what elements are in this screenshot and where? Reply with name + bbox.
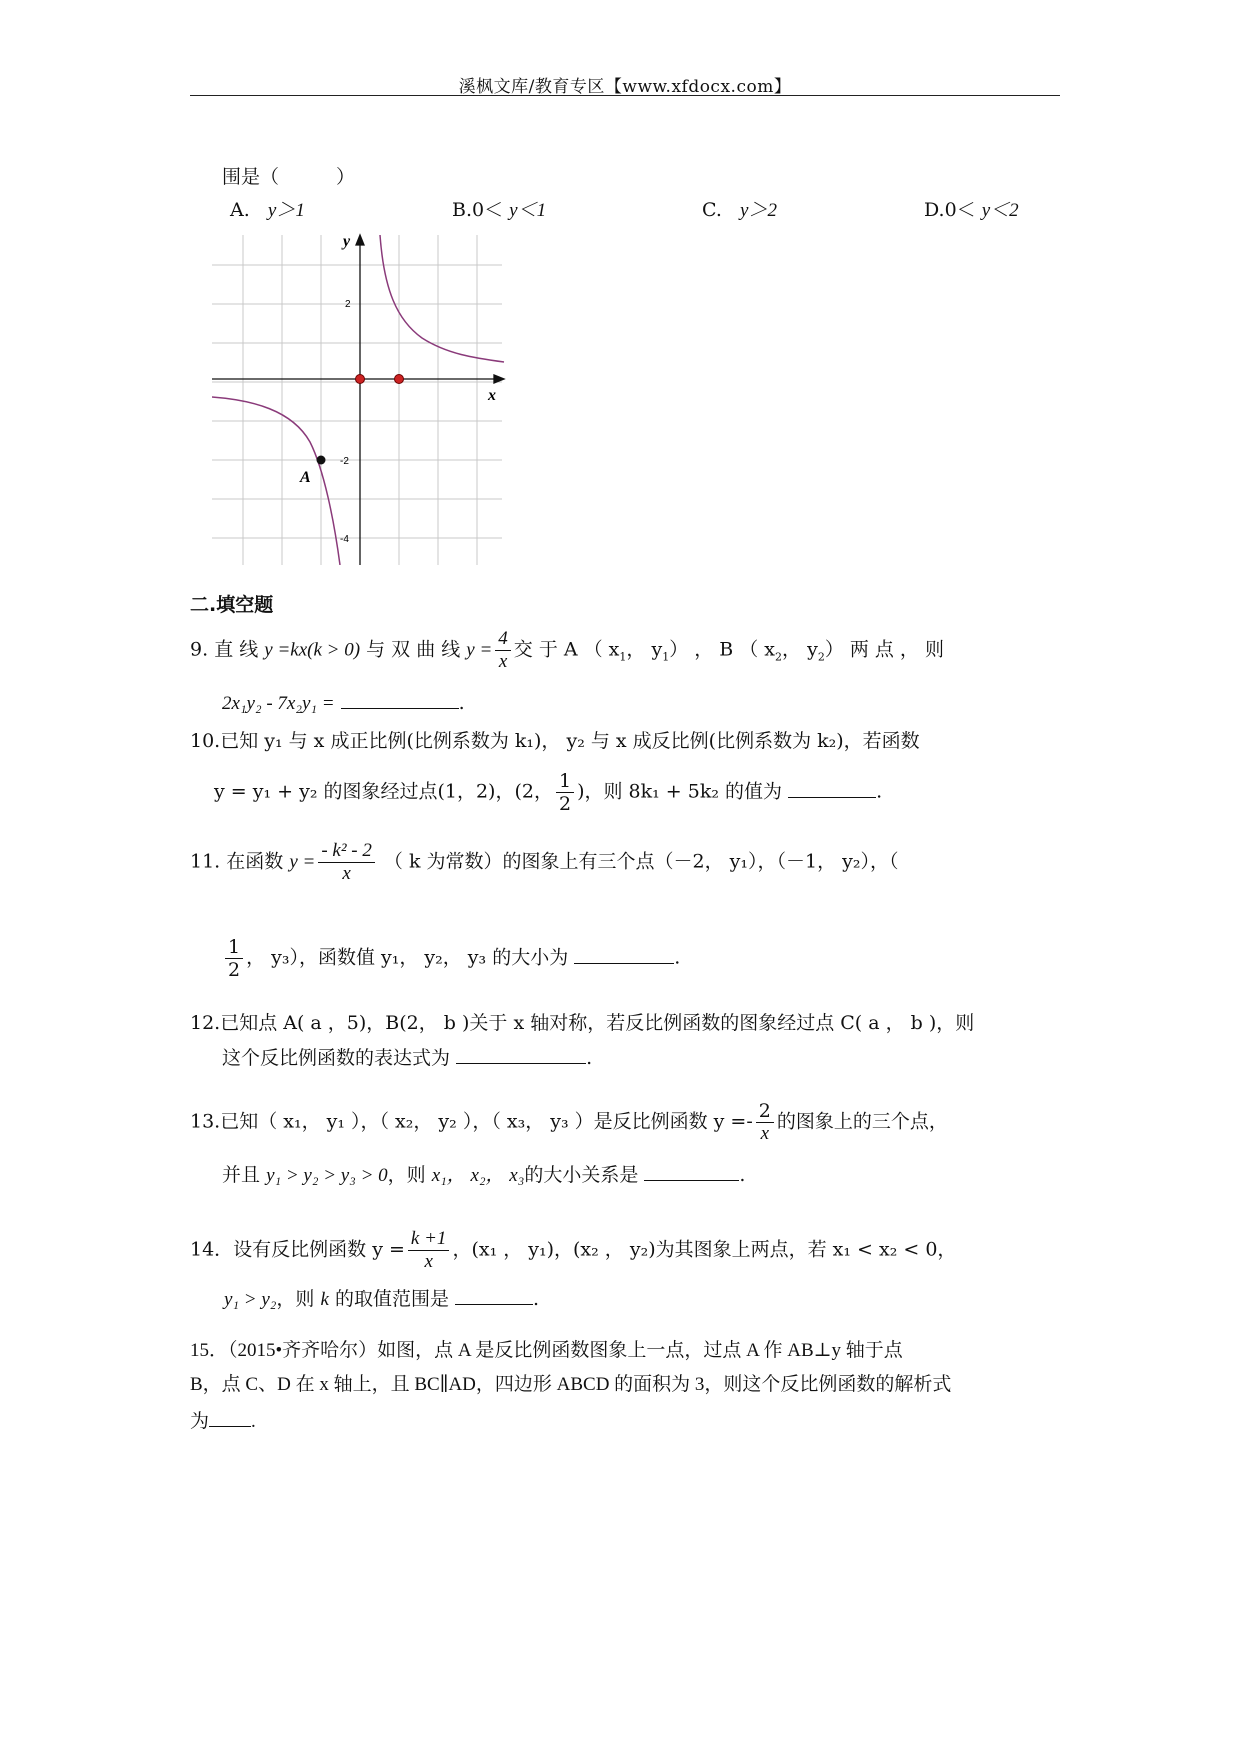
q9-line-equation: y =kx(k > 0) [264, 639, 361, 661]
q10-text-a: y = y₁ + y₂ 的图象经过点(1，2)，(2， [214, 780, 553, 803]
q15-line2: B，点 C、D 在 x 轴上，且 BC∥AD，四边形 ABCD 的面积为 3，则这个反比例函数的解析式 [190, 1374, 952, 1395]
q13-fraction-num: 2 [756, 1100, 774, 1123]
q11-fraction [318, 840, 375, 885]
q9-text-1: 直 线 [214, 638, 259, 661]
q8-option-c-expr: y＞2 [740, 200, 777, 221]
point-on-x-axis [395, 375, 404, 384]
q9-text-5: ） ， B （ x [669, 638, 776, 661]
tick-label-y-2: 2 [345, 299, 351, 310]
q11-point-fraction [225, 936, 243, 981]
q11-text-c: ， y₃），函数值 y₁， y₂， y₃ 的大小为 [246, 946, 569, 969]
q14-fraction [408, 1228, 450, 1273]
q14-fraction-num: k +1 [408, 1228, 450, 1251]
q14-text-b: ，(x₁ ， y₁)，(x₂ ， y₂)为其图象上两点，若 x₁ < x₂ < 0， [452, 1238, 957, 1261]
q13-text-c: 并且 [222, 1164, 261, 1186]
q9-hyperbola-fraction [495, 628, 511, 673]
q13-fraction [756, 1100, 774, 1145]
q13-text-a: 13.已知（ x₁， y₁ ），（ x₂， y₂ ），（ x₃， y₃ ）是反比例函数 y =- [190, 1110, 753, 1133]
q13-text-b: 的图象上的三个点， [776, 1110, 948, 1133]
q8-option-d [924, 195, 1019, 222]
q11-fraction-den: x [342, 863, 351, 884]
graph-axes [212, 235, 504, 565]
q13-text-d: ，则 [387, 1164, 426, 1186]
hyperbola-graph [212, 230, 507, 565]
section-title: 二.填空题 [190, 594, 274, 616]
q8-option-b-expr: y＜1 [509, 200, 547, 221]
header-divider [190, 95, 1060, 96]
q13-text-e: 的大小关系是 [524, 1164, 639, 1186]
q9-expression: 2x₁y₂ - 7x₂y₁ = [222, 693, 335, 714]
q8-option-a-expr: y＞1 [267, 200, 305, 221]
q12-text: 这个反比例函数的表达式为 [222, 1047, 451, 1069]
q8-option-a-label: A. [230, 199, 250, 221]
q8-option-b-label: B.0＜ [452, 199, 504, 221]
q10-fraction [556, 770, 574, 815]
q10-line1: 10.已知 y₁ 与 x 成正比例(比例系数为 k₁)， y₂ 与 x 成反比例(比例系数为 k₂)，若函数 [190, 730, 920, 752]
q9-text-3: 交 于 A （ x [513, 638, 620, 661]
point-origin [356, 375, 365, 384]
q14-fraction-den: x [424, 1251, 433, 1272]
q13-variables: x₁， x₂， x₃ [431, 1165, 525, 1186]
q10-fraction-num: 1 [556, 770, 574, 793]
q12-line1: 12.已知点 A( a ，5)，B(2， b )关于 x 轴对称，若反比例函数的图象经过点 C( a ， b )，则 [190, 1012, 975, 1034]
q9-hyperbola-lhs: y = [466, 639, 493, 661]
q9-answer-blank[interactable] [341, 688, 459, 709]
q14-text-d: 的取值范围是 [334, 1288, 449, 1310]
y-axis-label: y [343, 233, 351, 250]
q11-fraction-num: - k² - 2 [318, 840, 375, 863]
point-a-label: A [300, 469, 311, 486]
q11-point-fraction-den: 2 [228, 959, 241, 981]
q11-text-a: 11. 在函数 [190, 850, 284, 873]
q14-line2: y₁ > y₂，则 k 的取值范围是 . [224, 1284, 539, 1313]
q14-text-c: ，则 [276, 1288, 315, 1310]
graph-grid [212, 235, 502, 565]
q9-number: 9. [190, 638, 209, 661]
q15-line1: 15．（2015•齐齐哈尔）如图，点 A 是反比例函数图象上一点，过点 A 作 AB⊥y 轴于点 [190, 1340, 903, 1361]
q14-variable-k: k [320, 1289, 329, 1310]
q13-fraction-den: x [760, 1123, 770, 1144]
q8-option-d-expr: y＜2 [981, 200, 1019, 221]
q8-stem-tail: 围是（ ） [222, 166, 356, 188]
q12-line2: 这个反比例函数的表达式为 . [222, 1043, 592, 1071]
q11-point-fraction-num: 1 [225, 936, 243, 959]
q9-text-6: ， y [782, 638, 818, 661]
q8-option-c-label: C. [702, 199, 722, 221]
q10-fraction-den: 2 [558, 793, 572, 815]
q15-text: 为 [190, 1411, 210, 1432]
q12-answer-blank[interactable] [456, 1043, 586, 1064]
q9-fraction-num: 4 [495, 628, 511, 651]
q13-answer-blank[interactable] [644, 1160, 739, 1181]
q8-option-d-label: D.0＜ [924, 199, 976, 221]
q9-fraction-den: x [498, 651, 508, 672]
q14-inequality: y₁ > y₂ [224, 1289, 277, 1310]
q8-option-a [230, 195, 305, 222]
q15-answer-blank[interactable] [209, 1406, 251, 1427]
q13-inequality: y₁ > y₂ > y₃ > 0 [266, 1165, 388, 1186]
q11-answer-blank[interactable] [574, 943, 674, 964]
q8-option-c [702, 195, 777, 222]
page-header: 溪枫文库/教育专区【www.xfdocx.com】 [458, 77, 792, 97]
q14-line1 [190, 1228, 956, 1273]
tick-label-y-neg2: -2 [340, 456, 349, 467]
q9-line1: 9. 直 线 y =kx(k > 0) 与 双 曲 线 y = $\frac{4}{x}$ 交 于 A （ $x_1$， $y_1$） ， B （ $x_2$， $y_2$） 两 点 ， 则 [190, 628, 944, 672]
q13-line1 [190, 1100, 948, 1145]
x-axis-label: x [488, 387, 496, 404]
q9-text-7: ） 两 点 ， 则 [824, 638, 944, 661]
q9-line2: 2x₁y₂ - 7x₂y₁ = . [222, 688, 465, 717]
point-a [317, 456, 326, 465]
q14-text-a: 14．设有反比例函数 y = [190, 1238, 405, 1261]
q14-answer-blank[interactable] [455, 1284, 533, 1305]
q10-text-b: )，则 8k₁ + 5k₂ 的值为 [577, 780, 783, 803]
q9-text-2: 与 双 曲 线 [366, 638, 461, 661]
q15-line3: 为 . [190, 1406, 256, 1435]
q11-text-b: （ k 为常数）的图象上有三个点（－2， y₁），（－1， y₂），（ [383, 850, 899, 873]
tick-label-y-neg4: -4 [340, 534, 349, 545]
q11-line2: $\frac{1}{2}$ ， y₃），函数值 y₁， y₂， y₃ 的大小为 . [222, 936, 680, 981]
q11-line1 [190, 840, 898, 885]
q10-answer-blank[interactable] [788, 777, 876, 798]
q13-line2: 并且 y₁ > y₂ > y₃ > 0，则 x₁， x₂， x₃的大小关系是 . [222, 1160, 745, 1189]
q10-line2: y = y₁ + y₂ 的图象经过点(1，2)，(2， $\frac{1}{2}$ )，则 8k₁ + 5k₂ 的值为 . [214, 770, 883, 815]
q9-text-4: ， y [626, 638, 663, 661]
q11-lhs: y = [289, 851, 316, 873]
q8-option-b [452, 195, 546, 222]
